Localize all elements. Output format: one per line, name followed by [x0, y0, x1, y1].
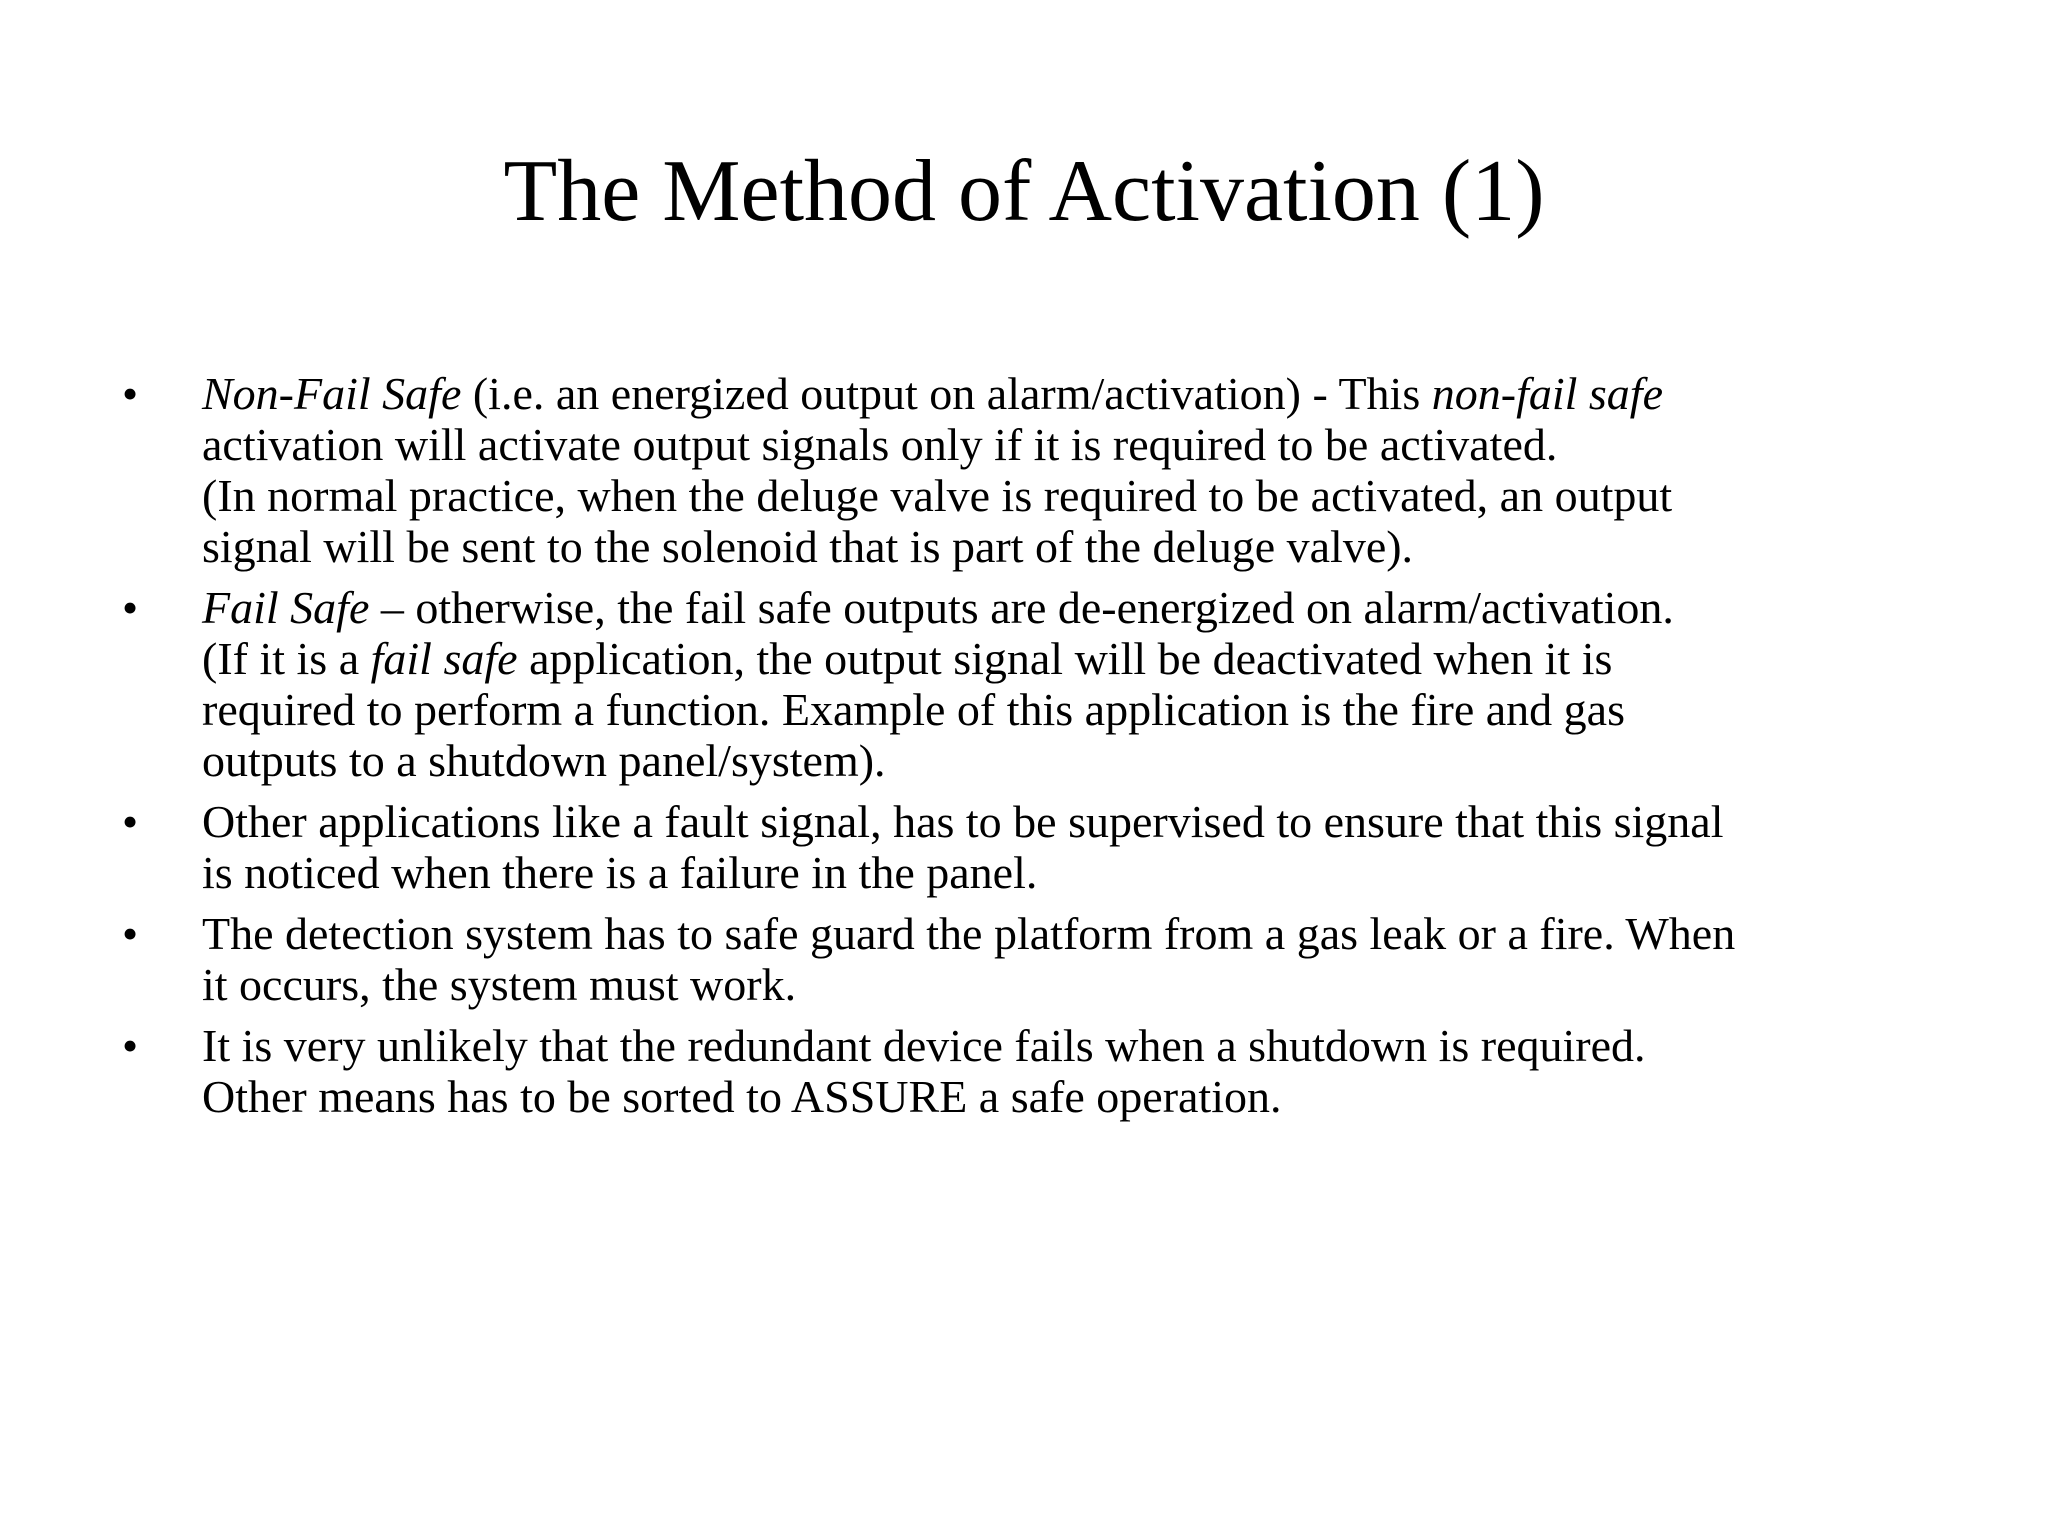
bullet-item [0, 1020, 2048, 1122]
italic-term: fail safe [370, 633, 518, 684]
bullet-text: (If it is a [202, 633, 371, 684]
bullet-dot-icon: • [122, 582, 139, 633]
bullet-line: activation will activate output signals only if it is required to be activated. [202, 419, 1558, 470]
bullet-text: – otherwise, the fail safe outputs are de-energized on alarm/activation. [369, 582, 1674, 633]
bullet-item [0, 908, 2048, 1010]
bullet-line: it occurs, the system must work. [202, 959, 797, 1010]
bullet-dot-icon: • [122, 368, 139, 419]
bullet-item [0, 368, 2048, 572]
bullet-text: application, the output signal will be deactivated when it is [517, 633, 1613, 684]
bullet-line: required to perform a function. Example of this application is the fire and gas [202, 684, 1625, 735]
bullet-line: signal will be sent to the solenoid that is part of the deluge valve). [202, 521, 1414, 572]
bullet-line: is noticed when there is a failure in the panel. [202, 847, 1038, 898]
slide-title: The Method of Activation (1) [503, 143, 1545, 240]
bullet-dot-icon: • [122, 1020, 139, 1071]
bullet-item [0, 582, 2048, 786]
bullet-line: It is very unlikely that the redundant device fails when a shutdown is required. [202, 1020, 1646, 1071]
italic-term: Non-Fail Safe [202, 368, 462, 419]
bullet-line: Other applications like a fault signal, has to be supervised to ensure that this signal [202, 796, 1724, 847]
bullet-line [202, 582, 2048, 633]
bullet-line: outputs to a shutdown panel/system). [202, 735, 886, 786]
bullet-line [202, 368, 2048, 419]
italic-term: Fail Safe [202, 582, 370, 633]
bullet-text: (i.e. an energized output on alarm/activation) - This [461, 368, 1432, 419]
bullet-dot-icon: • [122, 908, 139, 959]
italic-term: non-fail safe [1431, 368, 1664, 419]
bullet-line: (In normal practice, when the deluge valve is required to be activated, an output [202, 470, 1673, 521]
bullet-line: The detection system has to safe guard the platform from a gas leak or a fire. When [202, 908, 1736, 959]
bullet-line [202, 633, 2048, 684]
bullet-item [0, 796, 2048, 898]
bullet-dot-icon: • [122, 796, 139, 847]
bullet-line: Other means has to be sorted to ASSURE a safe operation. [202, 1071, 1282, 1122]
bullet-list [0, 368, 2048, 1132]
